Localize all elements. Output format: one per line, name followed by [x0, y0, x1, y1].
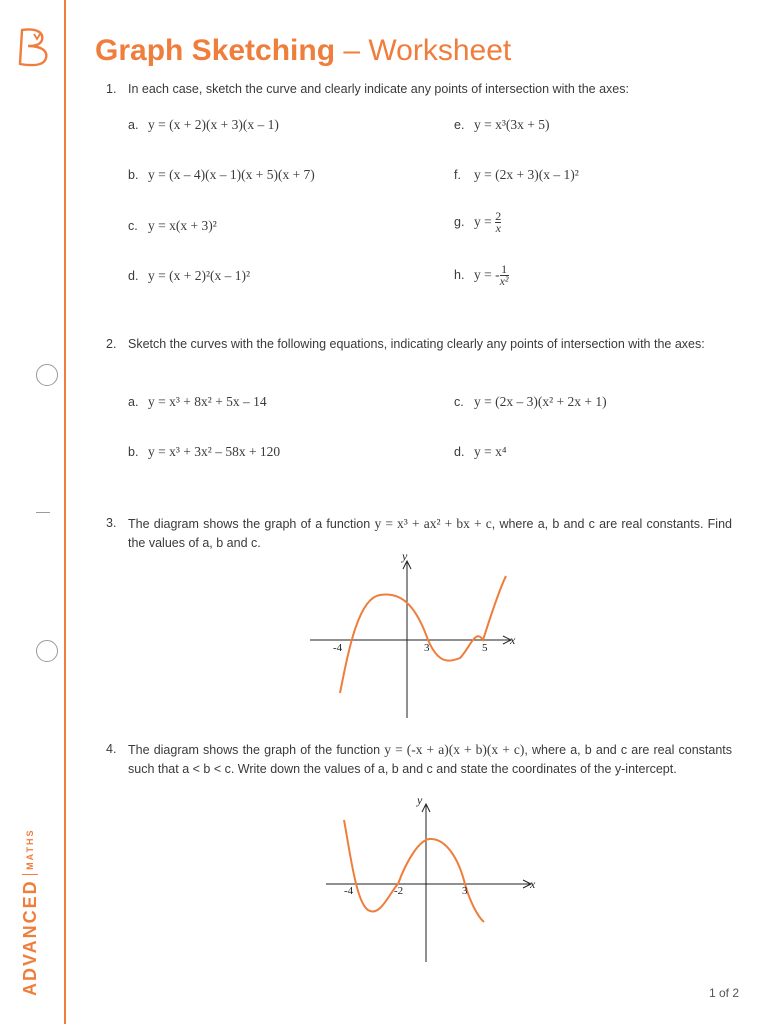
question-text: [128, 740, 732, 779]
part-equation: y = (x + 2)²(x – 1)²: [148, 268, 251, 283]
question-number: 2.: [106, 337, 117, 351]
q1-part-e: [454, 117, 550, 133]
curve: [340, 576, 506, 693]
q1-part-a: [128, 117, 279, 133]
q2-part-a: [128, 394, 267, 410]
part-letter: f.: [454, 168, 461, 182]
part-letter: d.: [128, 269, 139, 283]
part-equation: y = (x – 4)(x – 1)(x + 5)(x + 7): [148, 167, 315, 182]
part-equation: y = x⁴: [474, 444, 507, 459]
part-letter: d.: [454, 445, 465, 459]
x-axis-label: x: [510, 633, 516, 647]
fraction: [500, 264, 509, 287]
page-title: [95, 34, 511, 68]
q4-graph: [320, 792, 540, 967]
title-strong: Graph Sketching: [95, 34, 336, 67]
part-equation: y = (2x – 3)(x² + 2x + 1): [474, 394, 607, 409]
title-dash: –: [335, 34, 369, 67]
part-letter: h.: [454, 267, 465, 282]
part-letter: a.: [128, 118, 139, 132]
question-text-post: , where a, b and c are real constants such that a < b < c. Write down the values of a, b and c and state the coordinates of the y-intercept.: [128, 743, 732, 776]
q2-part-b: [128, 444, 280, 460]
logo-icon: [14, 26, 52, 68]
part-equation: y = x³ + 3x² – 58x + 120: [148, 444, 281, 459]
tick-label: 5: [482, 642, 488, 654]
question-2: [0, 335, 768, 375]
page-number: 1 of 2: [709, 986, 740, 1000]
q3-graph: [300, 548, 530, 723]
question-1: [0, 80, 768, 300]
fraction-denominator: x: [495, 221, 501, 235]
punch-hole-bottom: [36, 640, 58, 662]
q1-part-c: [128, 218, 217, 234]
tick-label: -4: [344, 885, 354, 897]
q1-part-h: [454, 264, 509, 287]
tick-label: -2: [394, 885, 404, 897]
part-letter: b.: [128, 445, 139, 459]
tick-label: 3: [424, 642, 430, 654]
question-4: [0, 740, 768, 800]
q1-part-f: [454, 167, 579, 183]
part-letter: b.: [128, 168, 139, 182]
title-light: Worksheet: [368, 34, 512, 67]
q1-part-g: [454, 211, 501, 234]
q1-part-d: [128, 268, 250, 284]
curve: [344, 820, 484, 922]
fraction-numerator: 1: [501, 262, 508, 276]
part-equation: y = (x + 2)(x + 3)(x – 1): [148, 117, 279, 132]
brand-sub: MATHS: [25, 828, 35, 870]
brand-vertical: [20, 828, 41, 996]
part-equation: y = (2x + 3)(x – 1)²: [474, 167, 579, 182]
part-letter: c.: [128, 219, 138, 233]
part-equation: y = x³(3x + 5): [474, 117, 550, 132]
question-text-post: , where a, b and c are real constants. Find the values of a, b and c.: [128, 517, 732, 550]
question-text: In each case, sketch the curve and clearly indicate any points of intersection with the axes:: [128, 82, 629, 96]
fraction-numerator: 2: [495, 209, 502, 223]
q1-part-b: [128, 167, 315, 183]
fraction-denominator: x²: [499, 274, 509, 288]
question-equation: y = x³ + ax² + bx + c: [374, 516, 492, 531]
question-text-pre: The diagram shows the graph of the function: [128, 743, 385, 757]
part-letter: c.: [454, 395, 464, 409]
question-equation: y = (-x + a)(x + b)(x + c): [384, 742, 525, 757]
part-lhs: y = -: [474, 266, 500, 282]
q2-part-c: [454, 394, 607, 410]
part-equation: y = x³ + 8x² + 5x – 14: [148, 394, 267, 409]
question-text-pre: The diagram shows the graph of a function: [128, 517, 375, 531]
x-axis-label: x: [530, 877, 536, 891]
part-letter: g.: [454, 214, 465, 229]
part-letter: a.: [128, 395, 139, 409]
brand-separator: [22, 874, 38, 876]
question-number: 1.: [106, 82, 117, 96]
fold-mark: [36, 512, 50, 513]
fraction: [495, 211, 501, 234]
y-axis-label: y: [402, 549, 408, 563]
y-axis-label: y: [417, 793, 423, 807]
part-letter: e.: [454, 118, 465, 132]
question-text: Sketch the curves with the following equations, indicating clearly any points of intersection with the axes:: [128, 337, 705, 351]
tick-label: 3: [462, 885, 468, 897]
question-number: 4.: [106, 742, 117, 756]
part-equation: y = x(x + 3)²: [148, 218, 217, 233]
tick-label: -4: [333, 642, 343, 654]
part-lhs: y =: [474, 213, 492, 229]
brand-main: ADVANCED: [20, 879, 40, 996]
q2-part-d: [454, 444, 507, 460]
question-number: 3.: [106, 516, 117, 530]
